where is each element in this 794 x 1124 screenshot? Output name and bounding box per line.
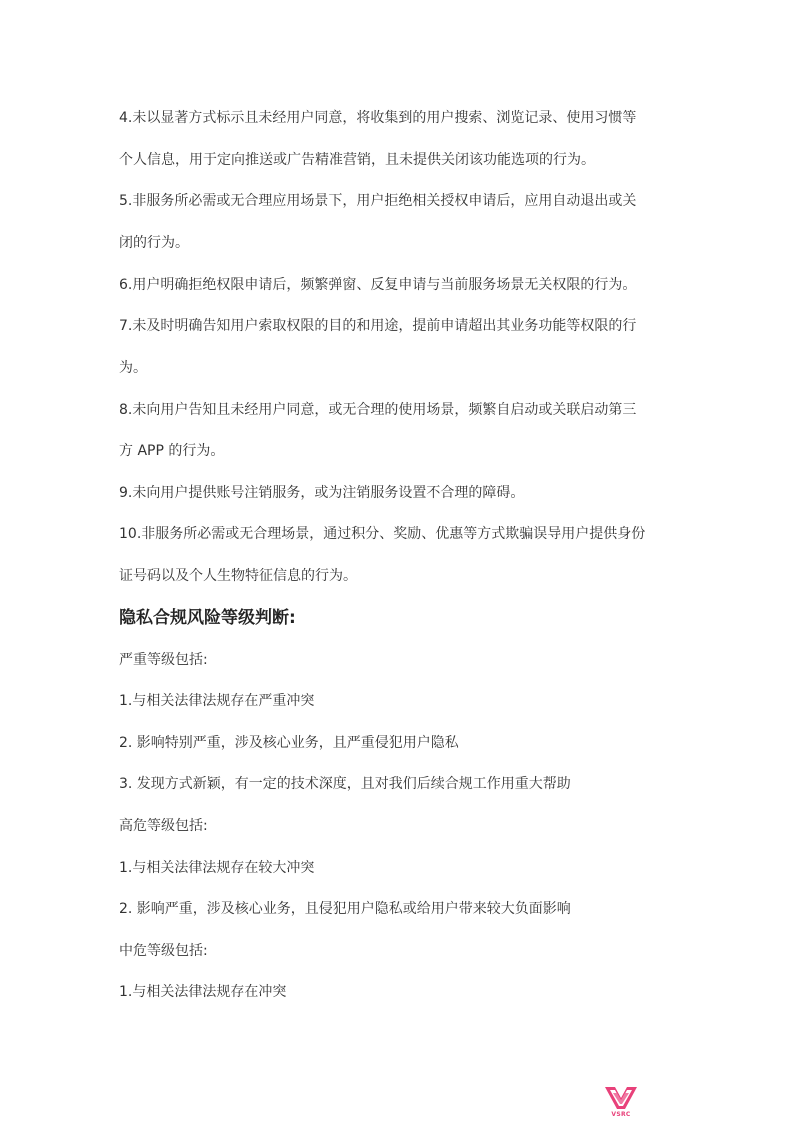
paragraph-line: 证号码以及个人生物特征信息的行为。 [119,568,357,584]
section-line: 严重等级包括: [119,652,208,668]
section-line: 1.与相关法律法规存在严重冲突 [119,693,315,709]
section-heading: 隐私合规风险等级判断: [119,608,296,628]
paragraph-line: 个人信息，用于定向推送或广告精准营销，且未提供关闭该功能选项的行为。 [119,152,595,168]
paragraph-line: 8.未向用户告知且未经用户同意，或无合理的使用场景，频繁自启动或关联启动第三 [119,402,637,418]
section-line: 3. 发现方式新颖，有一定的技术深度，且对我们后续合规工作用重大帮助 [119,776,571,792]
section-line: 中危等级包括: [119,943,208,959]
paragraph-line: 7.未及时明确告知用户索取权限的目的和用途，提前申请超出其业务功能等权限的行 [119,318,637,334]
section-line: 2. 影响特别严重，涉及核心业务，且严重侵犯用户隐私 [119,735,459,751]
paragraph-line: 9.未向用户提供账号注销服务，或为注销服务设置不合理的障碍。 [119,485,525,501]
paragraph-line: 方 APP 的行为。 [119,443,225,459]
paragraph-line: 10.非服务所必需或无合理场景，通过积分、奖励、优惠等方式欺骗误导用户提供身份 [119,526,646,542]
section-line: 高危等级包括: [119,818,208,834]
section-line: 1.与相关法律法规存在冲突 [119,984,287,1000]
logo-text: VSRC [611,1111,631,1118]
vsrc-logo [603,1084,639,1124]
paragraph-line: 闭的行为。 [119,235,189,251]
paragraph-line: 6.用户明确拒绝权限申请后，频繁弹窗、反复申请与当前服务场景无关权限的行为。 [119,277,637,293]
section-line: 2. 影响严重，涉及核心业务，且侵犯用户隐私或给用户带来较大负面影响 [119,901,571,917]
paragraph-line: 为。 [119,360,147,376]
paragraph-line: 5.非服务所必需或无合理应用场景下，用户拒绝相关授权申请后，应用自动退出或关 [119,193,637,209]
vsrc-logo-icon [603,1084,639,1112]
section-line: 1.与相关法律法规存在较大冲突 [119,860,315,876]
paragraph-line: 4.未以显著方式标示且未经用户同意，将收集到的用户搜索、浏览记录、使用习惯等 [119,110,637,126]
